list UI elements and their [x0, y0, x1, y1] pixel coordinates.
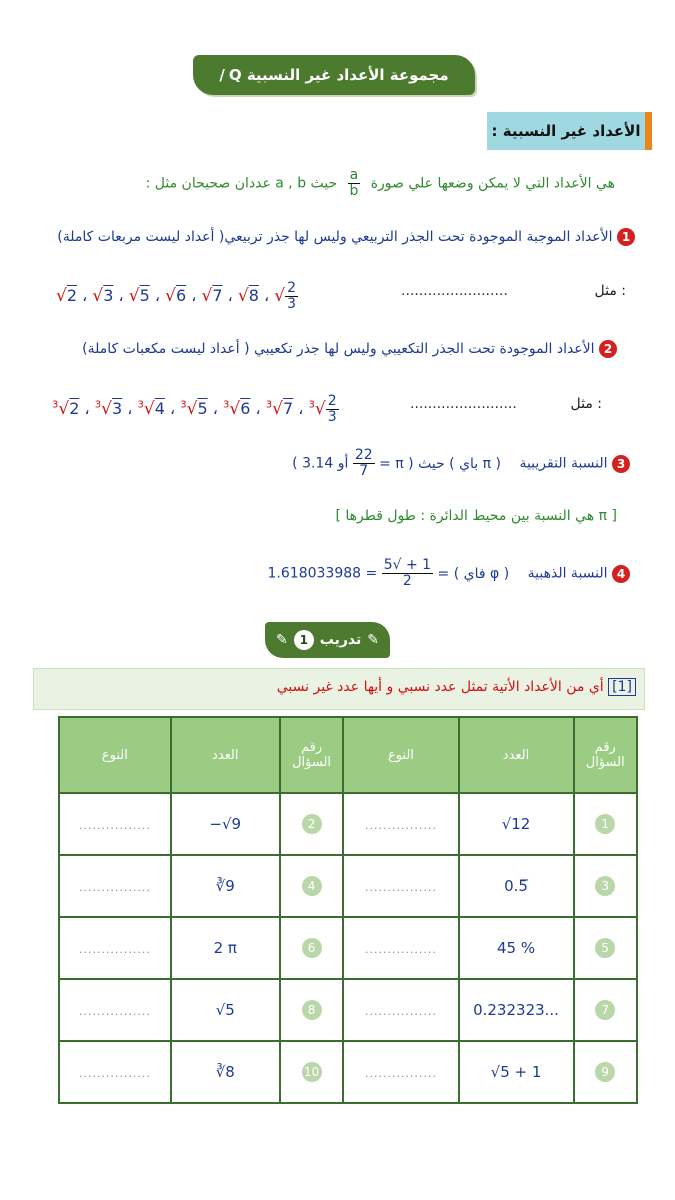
item-1-roots: √2 ، √3 ، √5 ، √6 ، √7 ، √8 ، √ $\frac{2}{3}$ — [56, 280, 297, 312]
fraction-top: 2 — [287, 280, 297, 296]
training-banner — [265, 622, 390, 658]
root-fraction — [326, 394, 339, 425]
number-cell: ∛9 — [171, 855, 280, 917]
root-fraction — [285, 281, 298, 312]
root: 2 — [66, 286, 78, 305]
answer-blank[interactable]: ................ — [78, 1067, 151, 1080]
answer-blank[interactable]: ................ — [78, 943, 151, 956]
section-heading — [487, 112, 652, 150]
question-number: 3 — [595, 876, 615, 896]
question-number: 8 — [302, 1000, 322, 1020]
cube-index: 3 — [223, 399, 230, 411]
question-number: [1] — [608, 678, 636, 696]
table-row — [59, 793, 637, 855]
cube-index: 3 — [265, 399, 273, 411]
item-1-examples — [56, 273, 626, 317]
root: 7 — [212, 286, 223, 305]
fraction-bottom: 3 — [287, 296, 297, 312]
item-2 — [82, 340, 617, 358]
cube-index: 3 — [94, 399, 102, 411]
question-number: 9 — [595, 1062, 615, 1082]
table-header-row — [59, 717, 637, 793]
fraction-top: a — [349, 167, 359, 183]
root: 8 — [248, 286, 259, 305]
pi-fraction — [353, 448, 375, 479]
page-title — [193, 55, 475, 95]
table-row — [59, 1041, 637, 1103]
cube-index: 3 — [137, 399, 144, 411]
root: 5 — [197, 399, 208, 418]
answer-blank[interactable]: ................ — [364, 943, 437, 956]
answer-blank[interactable]: ................ — [78, 819, 151, 832]
question-number: 1 — [595, 814, 615, 834]
fraction-top: 1 + √5 — [383, 557, 432, 573]
col-header: رقم السؤال — [280, 717, 344, 793]
pencil-icon: ✎ — [367, 632, 379, 648]
item-1-number: 1 — [617, 228, 635, 246]
number-cell: 2 π — [171, 917, 280, 979]
number-cell: √5 — [171, 979, 280, 1041]
section-heading-text: الأعداد غير النسبية : — [491, 122, 641, 140]
number-cell: −√9 — [171, 793, 280, 855]
number-cell: 0.232323... — [459, 979, 574, 1041]
table-row — [59, 855, 637, 917]
question-box — [33, 668, 645, 710]
root: 3 — [103, 286, 114, 305]
col-header: العدد — [459, 717, 574, 793]
pencil-icon: ✎ — [276, 632, 288, 648]
question — [277, 679, 636, 695]
item-2-example-label: مثل : — [570, 396, 602, 412]
root: 6 — [240, 399, 251, 418]
item-3-symbol: ( π باي ) حيث ( π = — [379, 455, 501, 472]
cube-index: 3 — [308, 399, 315, 411]
root: 6 — [175, 286, 187, 305]
title-text: مجموعة الأعداد غير النسبية Q — [228, 66, 449, 84]
number-cell: 0.5̅ — [459, 855, 574, 917]
question-number: 7 — [595, 1000, 615, 1020]
root: 7 — [282, 399, 294, 418]
fraction-bottom: 3 — [327, 409, 337, 425]
number-cell: ∛8 — [171, 1041, 280, 1103]
cube-index: 3 — [180, 399, 187, 411]
definition-fraction — [348, 168, 361, 199]
col-header: النوع — [343, 717, 458, 793]
table-row — [59, 979, 637, 1041]
fraction-bottom: 2 — [402, 573, 412, 589]
fraction-top: 2 — [327, 393, 337, 409]
item-2-text: الأعداد الموجودة تحت الجذر التكعيبي وليس لها جذر تكعيبي ( أعداد ليست مكعبات كاملة) — [82, 341, 595, 357]
root: 4 — [154, 399, 165, 418]
definition-line — [146, 168, 615, 199]
item-2-dots: ........................ — [410, 396, 517, 412]
item-2-examples — [52, 384, 602, 432]
definition-text-before: هي الأعداد التي لا يمكن وضعها علي صورة — [370, 175, 615, 192]
training-label: تدريب — [319, 632, 362, 648]
answer-blank[interactable]: ................ — [364, 1005, 437, 1018]
number-cell: √5 + 1 — [459, 1041, 574, 1103]
item-1 — [57, 228, 635, 246]
question-number: 5 — [595, 938, 615, 958]
item-1-dots: ........................ — [401, 283, 508, 299]
item-2-roots: $^3$√2 ، $^3$√3 ، $^3$√4 ، $^3$√5 ، $^3$√6 ، $^3$√7 ، $^3$√ $\frac{2}{3}$ — [52, 393, 337, 425]
item-4 — [268, 558, 630, 589]
fraction-bottom: 7 — [359, 463, 369, 479]
col-header: النوع — [59, 717, 171, 793]
answer-blank[interactable]: ................ — [364, 881, 437, 894]
pi-note: [ π هي النسبة بين محيط الدائرة : طول قطرها ] — [335, 508, 617, 524]
question-number: 10 — [302, 1062, 322, 1082]
training-number: 1 — [294, 630, 314, 650]
question-number: 2 — [302, 814, 322, 834]
item-3-label: النسبة التقريبية — [519, 455, 608, 472]
answer-blank[interactable]: ................ — [78, 1005, 151, 1018]
question-text: أي من الأعداد الأتية تمثل عدد نسبي و أيها عدد غير نسبي — [276, 679, 604, 695]
item-4-label: النسبة الذهبية — [527, 565, 608, 582]
root: 5 — [139, 286, 150, 305]
definition-text-after: حيث a , b عددان صحيحان مثل : — [145, 175, 338, 192]
phi-fraction — [382, 558, 433, 589]
number-cell: 45 % — [459, 917, 574, 979]
col-header: العدد — [171, 717, 280, 793]
item-1-example-label: مثل : — [594, 283, 626, 299]
item-4-symbol: ( φ فاي ) = — [437, 565, 510, 582]
answer-blank[interactable]: ................ — [78, 881, 151, 894]
fraction-bottom: b — [349, 183, 359, 199]
question-number: 4 — [302, 876, 322, 896]
item-3-tail: أو 3.14 ) — [292, 455, 349, 472]
root: 3 — [111, 399, 123, 418]
number-cell: √12 — [459, 793, 574, 855]
item-1-text: الأعداد الموجبة الموجودة تحت الجذر التربيعي وليس لها جذر تربيعي( أعداد ليست مربعات كاملة) — [57, 229, 613, 245]
question-number: 6 — [302, 938, 322, 958]
answer-blank[interactable]: ................ — [364, 1067, 437, 1080]
cube-index: 3 — [52, 399, 59, 411]
root: 2 — [69, 399, 80, 418]
item-2-number: 2 — [599, 340, 617, 358]
item-4-value: = 1.618033988 — [267, 565, 378, 582]
item-3 — [292, 448, 630, 479]
item-3-number: 3 — [612, 455, 630, 473]
exercise-table — [58, 716, 638, 1104]
title-suffix: / — [219, 66, 225, 84]
answer-blank[interactable]: ................ — [364, 819, 437, 832]
fraction-top: 22 — [354, 447, 373, 463]
item-4-number: 4 — [612, 565, 630, 583]
table-row — [59, 917, 637, 979]
col-header: رقم السؤال — [574, 717, 638, 793]
